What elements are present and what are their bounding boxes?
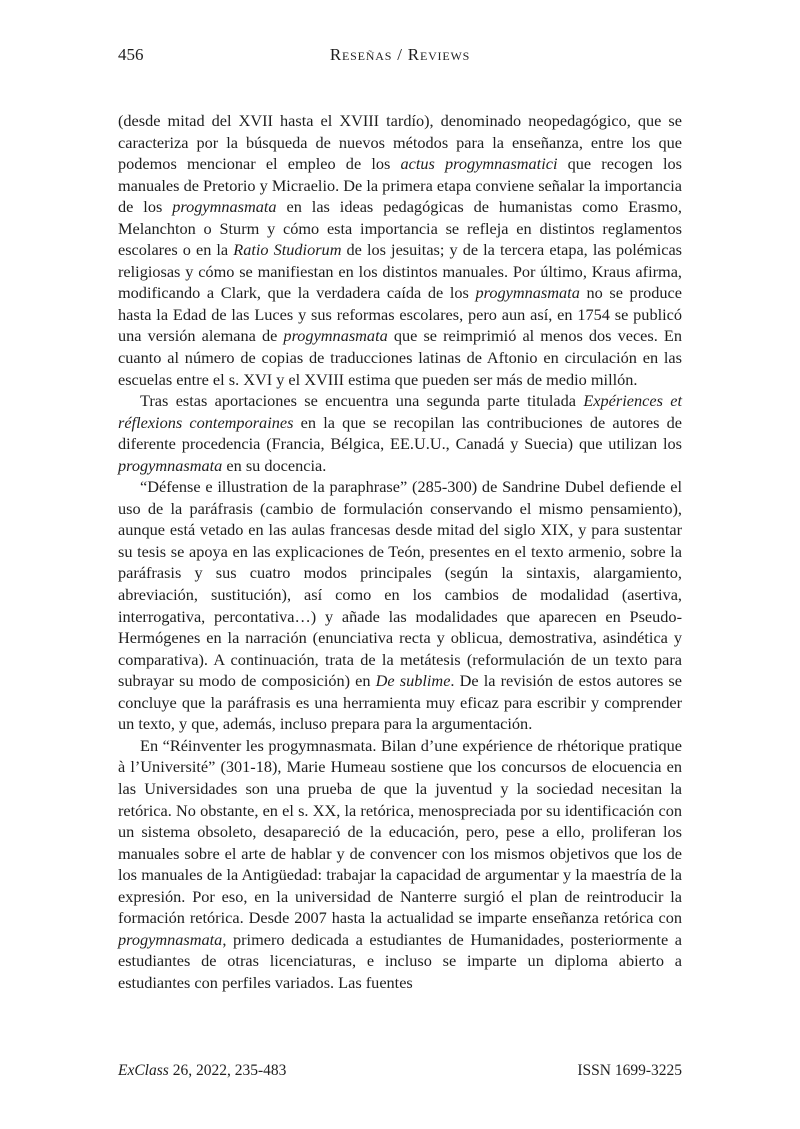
italic-text-run: De sublime (375, 671, 451, 691)
italic-text-run: progymnasmata (172, 197, 277, 217)
page-header (118, 45, 682, 67)
text-run: , primero dedicada a estudiantes de Humanidades, posteriormente a estudiantes de otras licenciaturas, e incluso se imparte un diploma abierto a estudiantes con perfiles variados. Las fuentes (118, 929, 682, 992)
italic-text-run: progymnasmata (475, 283, 580, 303)
text-run: en la que se recopilan las contribuciones de autores de diferente procedencia (Francia, Bélgica, EE.U.U., Canadá y Suecia) que utilizan los (118, 412, 682, 454)
text-run: que se reimprimió al menos dos veces. En cuanto al número de copias de traducciones latinas de Aftonio en circulación en las escuelas entre el s. XVI y el XVIII estima que pueden ser más de medio millón. (118, 326, 682, 389)
italic-text-run: progymnasmata (283, 326, 388, 346)
text-run: no se produce hasta la Edad de las Luces y sus reformas escolares, pero aun así, en 1754 se publicó una versión alemana de (118, 283, 682, 346)
journal-volume-info: 26, 2022, 235-483 (168, 1062, 287, 1079)
text-run: . De la revisión de estos autores se concluye que la paráfrasis es una herramienta muy eficaz para escribir y comprender un texto, y que, además, incluso prepara para la argumentación. (118, 671, 682, 734)
text-run: en las ideas pedagógicas de humanistas como Erasmo, Melanchton o Sturm y cómo esta importancia se refleja en distintos reglamentos escolares o en la (118, 197, 682, 260)
italic-text-run: actus progymnasmatici (400, 154, 558, 174)
text-run: “Défense e illustration de la paraphrase” (285-300) de Sandrine Dubel defiende el uso de la paráfrasis (cambio de formulación conservando el mismo pensamiento), aunque está vetado en las aulas francesas desde mitad del siglo XIX, y para sustentar su tesis se apoya en las explicaciones de Teón, presentes en el texto armenio, sobre la paráfrasis y sus cuatro modos principales (según la sintaxis, alargamiento, abreviación, sustitución), así como en los cambios de modalidad (asertiva, interrogativa, percontativa…) y añade las modalidades que aparecen en Pseudo-Hermógenes en la narración (enunciativa recta y oblicua, demostrativa, asindética y comparativa). A continuación, trata de la metátesis (reformulación de un texto para subrayar su modo de composición) en (118, 477, 682, 691)
italic-text-run: Expériences et réflexions contemporaines (118, 391, 682, 432)
text-run: En “Réinventer les progymnasmata. Bilan d’une expérience de rhétorique pratique à l’Université” (301-18), Marie Humeau sostiene que los concursos de elocuencia en las Universidades son una prueba de que la juventud y la sociedad necesitan la retórica. No obstante, en el s. XX, la retórica, menospreciada por su identificación con un sistema obsoleto, desapareció de la educación, pero, pese a ello, proliferan los manuales sobre el arte de hablar y de convencer con los mismos objetivos que los de los manuales de la Antigüedad: trabajar la capacidad de argumentar y la maestría de la expresión. Por eso, en la universidad de Nanterre surgió el plan de reintroducir la formación retórica. Desde 2007 hasta la actualidad se imparte enseñanza retórica con (118, 735, 682, 928)
page-footer (118, 1062, 682, 1080)
text-run: en su docencia. (222, 455, 327, 475)
body-paragraph (118, 476, 682, 735)
running-title: Reseñas / Reviews (329, 45, 471, 64)
journal-name: ExClass (118, 1062, 169, 1079)
text-run: que recogen los manuales de Pretorio y Micraelio. De la primera etapa conviene señalar la importancia de los (118, 154, 682, 217)
journal-reference (118, 1062, 286, 1080)
italic-text-run: progymnasmata (118, 455, 223, 475)
text-run: (desde mitad del XVII hasta el XVIII tardío), denominado neopedagógico, que se caracteriza por la búsqueda de nuevos métodos para la enseñanza, entre los que podemos mencionar el empleo de los (118, 111, 682, 174)
body-paragraph (118, 735, 682, 994)
body-paragraph (118, 390, 682, 476)
page-number: 456 (118, 45, 144, 64)
issn-number: ISSN 1699-3225 (577, 1062, 682, 1079)
text-run: Tras estas aportaciones se encuentra una segunda parte titulada (140, 391, 584, 411)
text-run: de los jesuitas; y de la tercera etapa, las polémicas religiosas y cómo se manifiestan en los distintos manuales. Por último, Kraus afirma, modificando a Clark, que la verdadera caída de los (118, 240, 683, 303)
italic-text-run: progymnasmata (118, 929, 223, 949)
review-body-text (118, 110, 682, 993)
body-paragraph (118, 110, 682, 390)
italic-text-run: Ratio Studiorum (233, 240, 342, 260)
